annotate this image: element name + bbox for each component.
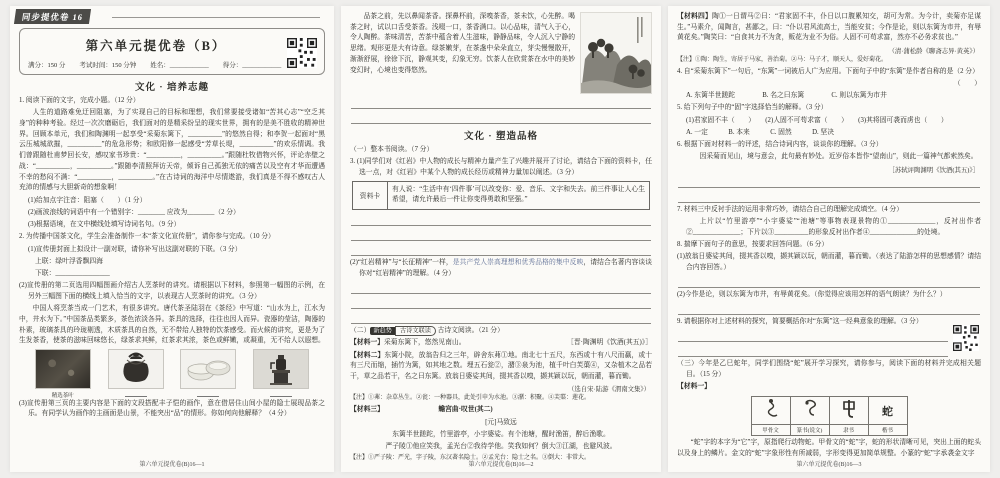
- part-1-heading: （一）整本书阅读。（7 分）: [350, 146, 434, 153]
- score-field: 得分：____________: [222, 62, 282, 69]
- glyph-row: [751, 397, 907, 425]
- question-3-sub2: [350, 258, 652, 279]
- question-1-sub1: (1)给加点字注音：阻塞（ ）（1 分）: [28, 196, 147, 204]
- ribbon-rule: [112, 17, 320, 18]
- poem-author: [元]马致远: [485, 418, 517, 426]
- qr-code-icon: [953, 325, 979, 351]
- page-footer: 第六单元提优卷(B)16—1: [139, 462, 205, 468]
- question-3-sub1: 3. (1)同学们对《红岩》中人物的成长与精神力量产生了兴趣并展开了讨论，请结合下面的资料卡，任选一点，对《红岩》中某个人物的成长经历或精神力量加以阐述。（3 分）: [350, 158, 652, 176]
- exam-page-2: [341, 6, 661, 472]
- question-8-sub2: (2)今作是论，则以东篱为市井，有辱黄花矣。（你觉得应该用怎样的语气朗读？为什么？）: [677, 290, 947, 298]
- answer-line: [351, 213, 651, 226]
- question-9-head: 9. 请根据你对上述材料的探究，简要概括你对“东篱”这一经典意象的理解。（3 分）: [677, 318, 923, 326]
- material-4-source: （清·蒲松龄《聊斋志异·黄英》）: [888, 47, 979, 55]
- answer-line: [678, 275, 980, 288]
- question-5-head: 5. 给下列句子中的“固”字选择恰当的解释。（3 分）: [677, 104, 828, 112]
- answer-line: [351, 243, 651, 256]
- full-score-label: 满分：150 分: [28, 62, 66, 69]
- page-footer: 第六单元提优卷(B)16—3: [796, 462, 862, 468]
- material-1-label: 【材料一】: [350, 339, 384, 347]
- question-8-head: 8. 揣摩下面句子的意思，按要求回答问题。（6 分）: [677, 240, 829, 248]
- glyph-label: 隶书: [829, 425, 868, 436]
- qr-code-icon: [287, 38, 317, 68]
- question-7-head: 7. 材料三中反衬手法的运用非常巧妙，请结合自己的理解完成填空。（4 分）: [677, 205, 903, 213]
- figure-caption: 精选茶叶: [51, 392, 74, 399]
- glyph-label: 甲骨文: [751, 425, 790, 436]
- part-3-heading: （三）今年是乙巳蛇年，同学们围绕“蛇”展开学习探究，请你参与，阅读下面的材料并完成相关题目。（15 分）: [677, 360, 981, 379]
- tea-material-passage: 中国人将烹茶当成一门艺术，有很多讲究。唐代茶圣陆羽在《茶经》中写道：“山水为上，江水为中，井水为下。”中国茶品类繁多，茶色浓淡各异。茶具的选择，往往也因人而异。瓷器的莹洁，陶器的朴素，玻璃茶具的玲珑剔透，木质茶具的自然，无不带给人独特的饮茶感受。而火候的讲究，更是为了生发茶香，使茶的滋味回味悠长，绿茶求其鲜，红茶求其浓，茶色或鲜嫩，或凝重，无不给人以遐想。: [19, 305, 325, 345]
- material-1-line: [350, 338, 652, 349]
- material-4-para: [677, 12, 981, 44]
- q3-2-text-a: (2)“红岩精神”与“长征精神”一样，: [350, 259, 453, 267]
- question-4-head: 4. 自“采菊东篱下”一句后，“东篱”一词被后人广为应用。下面句子中的“东篱”是作者自称的是（2 分）: [677, 67, 979, 75]
- tea-figures-row: [19, 349, 325, 398]
- question-2-sub3: (3)宣传册第三页的主要内容是下面的文段搭配丰子恺的画作，意在借居住山间小屋的隐士展现品茶之乐。有同学认为画作的主画面是山景，不能突出“品”的情形。你如何向他解释？（4 分）: [19, 399, 325, 418]
- glyph-label-row: [751, 425, 907, 436]
- question-2-sub1: (1)宣传册封面上拟设计一副对联，请你补写出这副对联的下联。（3 分）: [28, 245, 242, 253]
- exam-page-1: [10, 6, 334, 472]
- figure-tea-leaves: [34, 349, 92, 398]
- q3-2-text-blue: 是共产党人崇高理想和优秀品格的集中反映: [452, 259, 584, 267]
- question-4-answer-paren: （ ）: [953, 79, 981, 87]
- clerical-script-glyph: [829, 397, 868, 425]
- q3-2-text-c: ，请结合名著内容谈谈你对“红岩精神”的理解。（4 分）: [359, 259, 652, 277]
- material-4-label: 【材料四】: [677, 13, 712, 20]
- answer-line: [678, 344, 948, 357]
- figure-tea-bowls: [179, 349, 237, 398]
- blank-caption-line: [270, 391, 292, 397]
- question-6-quote: 因采菊而见山，境与意会，此句最有妙处。近岁俗本皆作“望南山”，则此一篇神气都索然矣。: [699, 153, 978, 161]
- question-5-items: (1)君家固不丰（ ） (2)人固不可苟求富（ ） (3)其将固可袭而虏也（ ）: [686, 116, 948, 124]
- material-4-text: 陶①一日谓马②曰：“君家固不丰，仆日以口腹累知交，胡可为常。为今计，卖菊亦足谋生。”马素介，闻陶言，甚鄙之，曰：“仆以君风流高士，当能安贫；今作是论，则以东篱为市井，有辱黄花矣。”陶笑曰：“自食其力不为贪，贩花为业不为俗。人固不可苟求富，然亦不必务求贫也。”: [677, 13, 982, 42]
- tea-intro-passage: 品茶之前，先以鼻闻茶香。探鼻杯前，深嗅茶香，茶未饮，心先醉。喝茶之时，试以口舌受茶香。浅啜一口，茶香满口。以心品味，清气入于心，令人陶醉。茶味清苦，苦茶中蕴含着人生滋味，静静品味，令人沉入宁静的思绪。观形更是大有诗意。绿茶嫩芽，在茶盏中朵朵直立，芽尖慢慢散开，渐渐舒展，徐徐下沉，静观其变，幻象无穷。饮茶人在欣赏茶在水中的美妙变幻时，心境也变得悠然。: [350, 13, 575, 74]
- material-2-para: [350, 351, 652, 383]
- question-2-head: 2. 为传播中国茶文化，学生会准备制作一本“茶文化宣传册”，请你参与完成。（10 分）: [19, 233, 275, 241]
- material-3-title-row: [350, 405, 652, 416]
- blank-caption-line: [125, 391, 147, 397]
- part-2-number: （二）: [350, 327, 371, 335]
- material-4-note: 【注】①陶：陶生，寄居于马家，善治菊。②马：马子才，顺天人，爱好菊花。: [677, 56, 888, 63]
- tea-leaves-photo: [35, 349, 91, 389]
- material-1-source: ［晋·陶渊明《饮酒(其五)》］: [567, 339, 652, 347]
- material-3-note: 【注】①严子陵：严光，字子陵，东汉著名隐士。②孟光台：隐士之名。③倒大：非常大。: [350, 455, 591, 462]
- question-9-answer-area: [677, 329, 981, 357]
- question-4-options: A. 东篱半世蹉跎 B. 名之曰东篱 C. 则以东篱为市井: [686, 92, 887, 100]
- question-2-sub2: (2)宣传册的第二页选用四幅图画介绍古人烹茶时的讲究。请根据以下材料，参照第一幅图的示例，在另外三幅图下面的横线上填入恰当的文字，以表现古人烹茶时的讲究。（3 分）: [19, 282, 325, 300]
- question-6-source: ［苏轼评陶渊明《饮酒(其五)》］: [888, 166, 979, 174]
- question-1-sub2: (2)画波浪线的词语中有一个错别字：________ 应改为________（2 分）: [28, 208, 240, 216]
- snake-glyph-table: [751, 396, 908, 436]
- question-6-head: 6. 根据下面对材料一的评述，结合诗词内容，谈谈你的理解。（3 分）: [677, 141, 883, 149]
- question-1-sub3: (3)根据语境，在文中横线处填写诗词名句。（9 分）: [28, 221, 181, 229]
- new-trend-badge: 新趋势: [370, 327, 395, 335]
- glyph-label: 楷书: [868, 425, 907, 436]
- figure-teapot: [107, 349, 165, 398]
- linked-reading-badge: 古诗文联读: [395, 326, 436, 336]
- answer-line: [678, 190, 980, 203]
- exam-header-box: [19, 28, 325, 75]
- tea-intro-block: [350, 12, 652, 96]
- teapot-photo: [108, 349, 164, 389]
- material-2-text: 东篱小院，放翁告归之三年，辟舍东茀①地。南北七十五尺，东西或十有八尺而赢，或十有三尺而缩，插竹为篱，如其地之数。埋五石瓮②，潴③泉为池，植千叶白芙蕖④，又杂植木之品若干，草之品若干，名之曰东篱。放翁日婆娑其间，掇其香以嗅，撷其颖以玩，朝而灌，暮而锄。: [350, 351, 653, 381]
- couplet-lower: 下联：________________: [35, 270, 110, 278]
- couplet-upper: 上联：绿叶浮香飘四海: [35, 257, 103, 265]
- snake-material-1-label: [677, 382, 981, 393]
- page-footer: 第六单元提优卷(B)16—2: [468, 462, 534, 468]
- snake-character-passage: “蛇”字的本字为“它”字，原指爬行动物蛇。甲骨文的“蛇”字，蛇的形状清晰可见，突出上面的蛇头以及身上的鳞片。金文的“蛇”字象形性有所减弱，字形变得更加简单规整。小篆的“蛇”字承袭金文字: [677, 439, 981, 457]
- answer-line: [351, 311, 651, 324]
- poem-line-2: 严子陵①他应笑我，孟光台②我待学他。笑我如何？倒大③江湖，也避风波。: [385, 442, 617, 450]
- answer-line: [351, 296, 651, 309]
- question-8-sub1: (1)放翁日婆娑其间，掇其香以嗅，撷其颖以玩，朝而灌，暮而锄。（表达了陆游怎样的思想感情？请结合内容回答。）: [677, 252, 981, 271]
- question-7-body: 上片以“竹里游亭”“小宇婆娑”“池塘”等事物表现景物的①______________，反衬出作者②______________；下片以③__________的形象反衬出作者④______________的处境。: [686, 217, 981, 236]
- info-card: [352, 181, 650, 210]
- material-1-label: 【材料一】: [677, 383, 711, 391]
- tea-stove-photo: [253, 349, 309, 389]
- answer-line: [351, 96, 651, 109]
- answer-line: [678, 329, 948, 342]
- part-2-heading: [350, 326, 652, 337]
- seal-script-glyph: [790, 397, 829, 425]
- kaishu-glyph: 蛇: [868, 397, 907, 425]
- glyph-label: 篆书(说文): [790, 425, 829, 436]
- part-2-title: 古诗文阅读。（21 分）: [437, 327, 504, 335]
- question-1-head: 1. 阅读下面的文字，完成小题。（12 分）: [19, 97, 140, 104]
- poem-line-1: 东篱半世蹉跎，竹里游亭，小宇婆娑。有个池塘，醒时渔笛，醉后渔歌。: [392, 430, 610, 438]
- answer-line: [351, 281, 651, 294]
- info-card-text: 有人说：“生活中有‘四件事’可以改变你：爱、音乐、文字和失去。前三件事让人心生希望，请允许最后一件让你变得勇敢和坚强。”: [392, 185, 645, 204]
- material-3-label: 【材料三】: [350, 406, 384, 414]
- exam-page-3: [668, 6, 990, 472]
- answer-line: [351, 111, 651, 124]
- material-2-label: 【材料二】: [350, 351, 385, 359]
- figure-tea-stove: [252, 349, 310, 398]
- series-ribbon: 同步提优卷 16: [14, 9, 91, 24]
- exam-meta-row: [28, 60, 284, 69]
- name-field: 姓名：____________: [150, 62, 209, 69]
- oracle-bone-glyph: [751, 397, 790, 425]
- exam-time-label: 考试时间：150 分钟: [79, 62, 137, 69]
- material-2-note: 【注】①茀：杂草丛生。②瓮：一种器具，此处引申为水池。③潴：积聚。④芙蕖：莲花。: [350, 395, 591, 402]
- section-title: 文化 · 塑造品格: [464, 132, 538, 142]
- ink-landscape-painting: [580, 12, 652, 94]
- material-2-source: （选自宋·陆游《渭南文集》）: [567, 386, 650, 394]
- section-title: 文化 · 培养志趣: [135, 83, 209, 93]
- blank-caption-line: [197, 391, 219, 397]
- poem-title: 蟾宫曲·叹世(其二): [438, 406, 493, 414]
- question-1-passage: 人生的道路难免迂回阻塞，为了实现自己的目标和理想，我们常要接受诸如“苦其心志”“空乏其身”的种种考验。经过一次次磨砺后，我们面对的是精采纷呈的现实世界，拥有的是美不胜收的精神世界。回顾本单元，我们和陶渊明一起享受“采菊东篱下，__________”的悠然自得；和李贺一起面对“黑云压城城欲摧，__________”的危急形势；和欧阳修一起感受“芳草长堤，__________”的欢乐情调。我们曾跟随杜甫梦回长安，感叹家书珍贵：“__________，__________。”跟随杜牧借物兴怀，评论赤壁之战：“__________，__________。”跟随李清照拜访天帝，倾诉自己孤独无依的痛苦以及空有才华而遭遇不幸的愁闷不满：“__________，__________。”在古诗词的海洋中尽情遨游，我们真是不得不感叹古人充沛的情感与大胆新奇的想象啊！: [19, 109, 325, 192]
- material-1-text: 采菊东篱下，悠然见南山。: [383, 339, 466, 347]
- answer-line: [678, 175, 980, 188]
- answer-line: [678, 302, 980, 315]
- info-card-label: 资料卡: [353, 182, 388, 209]
- answer-line: [351, 228, 651, 241]
- tea-bowls-photo: [180, 349, 236, 389]
- exam-title: 第六单元提优卷（B）: [85, 39, 227, 53]
- question-5-options: A. 一定 B. 本来 C. 固然 D. 坚决: [686, 128, 835, 136]
